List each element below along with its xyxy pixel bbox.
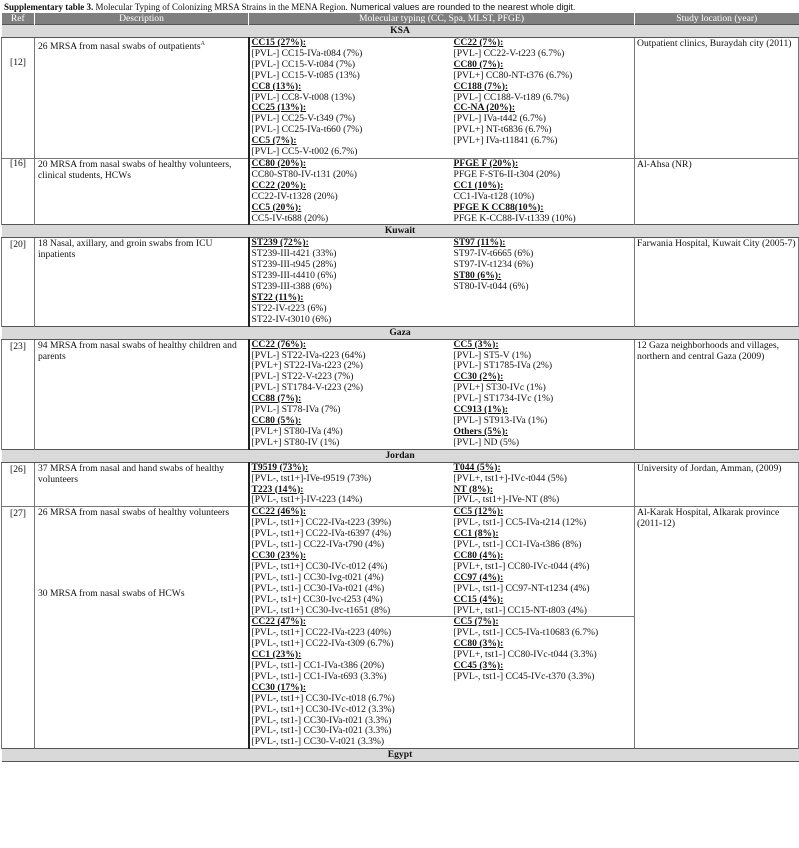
description-cell xyxy=(35,507,249,749)
header-location: Study location (year) xyxy=(635,13,799,25)
typing-entry: [PVL-] ND (5%) xyxy=(453,436,520,448)
typing-entry: ST239-III-t4410 (6%) xyxy=(251,270,337,282)
description-text: 26 MRSA from nasal swabs of healthy volunteers xyxy=(38,507,230,519)
typing-entry: [PVL-, tst1-] CC1-IVa-t693 (3.3%) xyxy=(251,670,387,682)
description-cell xyxy=(35,38,249,159)
typing-entry: [PVL-, tst1+]-IVe-NT (8%) xyxy=(453,494,560,506)
typing-entry: [PVL-] ST5-V (1%) xyxy=(453,349,532,361)
table-row xyxy=(2,238,799,326)
footnote-marker: A xyxy=(200,41,205,47)
region-label: Jordan xyxy=(2,449,799,462)
typing-entry: [PVL-, tst1+] CC22-IVa-t6397 (4%) xyxy=(251,528,392,540)
typing-entry: [PVL-, tst1+]-IV-t223 (14%) xyxy=(251,494,363,506)
typing-entry: [PVL-, tst1-] CC1-IVa-t386 (8%) xyxy=(453,539,582,551)
typing-block xyxy=(252,507,450,616)
typing-group-heading: CC97 (4%): xyxy=(453,571,504,583)
typing-cell xyxy=(452,462,635,507)
ref-cell: [16] xyxy=(2,158,35,224)
typing-entry: [PVL+] ST80-IVa (4%) xyxy=(251,425,343,437)
caption-label: Supplementary table 3. xyxy=(4,2,94,12)
caption-note: Numerical values are rounded to the nearest whole digit. xyxy=(347,2,576,12)
description-cell: 94 MRSA from nasal swabs of healthy children and parents xyxy=(35,339,249,449)
typing-cell xyxy=(249,158,452,224)
typing-entry: [PVL+] NT-t6836 (6.7%) xyxy=(453,124,552,136)
region-label: Kuwait xyxy=(2,225,799,238)
caption-title: Molecular Typing of Colonizing MRSA Strains in the MENA Region. xyxy=(93,2,348,12)
typing-group-heading: CC45 (3%): xyxy=(453,660,504,672)
typing-entry: [PVL-, tst1-] CC1-IVa-t386 (20%) xyxy=(251,660,385,672)
typing-group-heading: CC1 (10%): xyxy=(453,179,504,191)
typing-entry: [PVL-] ST1784-V-t223 (2%) xyxy=(251,382,364,394)
typing-group-heading: CC1 (23%): xyxy=(251,649,302,661)
typing-cell xyxy=(452,38,635,159)
typing-cell xyxy=(249,238,452,326)
typing-entry: [PVL-, tst1+]-IVe-t9519 (73%) xyxy=(251,472,372,484)
region-label: KSA xyxy=(2,25,799,38)
ref-cell: [23] xyxy=(2,339,35,449)
region-row-gaza xyxy=(2,326,799,339)
typing-entry: [PVL-] CC25-IVa-t660 (7%) xyxy=(251,124,363,136)
typing-entry: [PVL-] CC188-V-t189 (6.7%) xyxy=(453,91,570,103)
typing-group-heading: ST239 (72%): xyxy=(251,237,309,249)
typing-entry: CC1-IVa-t128 (10%) xyxy=(453,190,535,202)
typing-entry: CC80-ST80-IV-t131 (20%) xyxy=(251,168,357,180)
location-cell: Outpatient clinics, Buraydah city (2011) xyxy=(635,38,799,159)
typing-entry: [PVL-] CC25-V-t349 (7%) xyxy=(251,113,356,125)
description-cell: 18 Nasal, axillary, and groin swabs from ICU inpatients xyxy=(35,238,249,326)
typing-entry: ST239-III-t388 (6%) xyxy=(251,281,332,293)
typing-entry: [PVL-, tst1+] CC30-IVc-t012 (3.3%) xyxy=(251,703,395,715)
typing-entry: [PVL+, tst1-] CC15-NT-t803 (4%) xyxy=(453,604,587,616)
typing-group-heading: Others (5%): xyxy=(453,425,509,437)
typing-entry: [PVL+] ST80-IV (1%) xyxy=(251,436,340,448)
typing-group-heading: NT (8%): xyxy=(453,483,494,495)
region-row-jordan xyxy=(2,449,799,462)
location-cell: Al-Karak Hospital, Alkarak province (2011-12) xyxy=(635,507,799,749)
typing-group-heading: CC25 (13%): xyxy=(251,102,307,114)
typing-entry: [PVL-, tst1-] CC30-Ivg-t021 (4%) xyxy=(251,571,384,583)
typing-entry: [PVL-] ST22-V-t223 (7%) xyxy=(251,371,354,383)
typing-entry: [PVL+] CC80-NT-t376 (6.7%) xyxy=(453,69,573,81)
typing-entry: [PVL+, tst1+]-IVc-t044 (5%) xyxy=(453,472,567,484)
description-text-hcw: 30 MRSA from nasal swabs of HCWs xyxy=(38,588,185,600)
typing-entry: PFGE K-CC88-IV-t1339 (10%) xyxy=(453,212,576,224)
typing-group-heading: ST80 (6%): xyxy=(453,270,502,282)
ref-cell: [26] xyxy=(2,462,35,507)
typing-entry: [PVL-, tst1+] CC30-IVc-t018 (6.7%) xyxy=(251,692,395,704)
typing-entry: [PVL-, tst1+] CC22-IVa-t309 (6.7%) xyxy=(251,638,394,650)
typing-cell xyxy=(249,462,452,507)
typing-group-heading: ST22 (11%): xyxy=(251,291,304,303)
typing-entry: [PVL-, tst1+] CC22-IVa-t223 (39%) xyxy=(251,517,392,529)
typing-entry: [PVL+, tst1-] CC80-IVc-t044 (4%) xyxy=(453,560,590,572)
typing-entry: [PVL+] ST30-IVc (1%) xyxy=(453,382,546,394)
typing-entry: [PVL-, tst1-] CC5-IVa-t214 (12%) xyxy=(453,517,587,529)
typing-entry: ST239-III-t421 (33%) xyxy=(251,248,337,260)
typing-cell xyxy=(249,38,452,159)
typing-entry: [PVL-] ST1785-IVa (2%) xyxy=(453,360,553,372)
typing-group-heading: ST97 (11%): xyxy=(453,237,506,249)
typing-table xyxy=(1,13,799,762)
typing-group-heading: CC5 (7%): xyxy=(251,135,297,147)
table-row xyxy=(2,38,799,159)
typing-group-heading: CC5 (20%): xyxy=(251,201,302,213)
typing-entry: [PVL-] CC8-V-t008 (13%) xyxy=(251,91,356,103)
ref-cell: [12] xyxy=(2,38,35,159)
region-label: Gaza xyxy=(2,326,799,339)
typing-group-heading: CC80 (3%): xyxy=(453,638,504,650)
typing-entry: [PVL-] IVa-t442 (6.7%) xyxy=(453,113,546,125)
typing-entry: ST97-IV-t6665 (6%) xyxy=(453,248,534,260)
description-cell: 37 MRSA from nasal and hand swabs of healthy volunteers xyxy=(35,462,249,507)
typing-group-heading: T223 (14%): xyxy=(251,483,304,495)
typing-entry: ST97-IV-t1234 (6%) xyxy=(453,259,534,271)
typing-group-heading: CC30 (2%): xyxy=(453,371,504,383)
typing-entry: CC22-IV-t1328 (20%) xyxy=(251,190,338,202)
typing-group-heading: PFGE F (20%): xyxy=(453,157,519,169)
typing-group-heading: CC80 (20%): xyxy=(251,157,307,169)
typing-entry: [PVL-, tst1-] CC45-IVc-t370 (3.3%) xyxy=(453,670,595,682)
header-row xyxy=(2,13,799,25)
region-label: Egypt xyxy=(2,749,799,762)
ref-cell: [20] xyxy=(2,238,35,326)
typing-cell xyxy=(249,339,452,449)
typing-entry: [PVL-] ST913-IVa (1%) xyxy=(453,415,548,426)
typing-entry: [PVL+, tst1-] CC80-IVc-t044 (3.3%) xyxy=(453,649,597,661)
typing-entry: [PVL-, tst1+] CC30-Ivc-t1651 (8%) xyxy=(251,604,391,616)
region-row-egypt xyxy=(2,749,799,762)
typing-entry: [PVL-] CC22-V-t223 (6.7%) xyxy=(453,47,565,59)
typing-entry: [PVL-] CC15-IVa-t084 (7%) xyxy=(251,47,363,59)
typing-entry: [PVL-, ts1+] CC30-Ivc-t253 (4%) xyxy=(251,593,383,605)
header-molecular-typing: Molecular typing (CC, Spa, MLST, PFGE) xyxy=(249,13,635,25)
table-row xyxy=(2,462,799,507)
typing-group-heading: PFGE K CC88(10%): xyxy=(453,201,544,213)
typing-group-heading: CC8 (13%): xyxy=(251,80,302,92)
typing-entry: [PVL+] ST22-IVa-t223 (2%) xyxy=(251,360,363,372)
typing-group-heading: CC-NA (20%): xyxy=(453,102,516,114)
typing-group-heading: CC5 (3%): xyxy=(453,338,499,350)
typing-group-heading: CC80 (4%): xyxy=(453,549,504,561)
typing-entry: [PVL-] ST22-IVa-t223 (64%) xyxy=(251,349,366,361)
typing-block xyxy=(454,507,633,616)
typing-entry: ST22-IV-t223 (6%) xyxy=(251,302,327,314)
typing-entry: CC5-IV-t688 (20%) xyxy=(251,212,329,224)
typing-group-heading: CC913 (1%): xyxy=(453,404,509,416)
typing-entry: PFGE F-ST6-II-t304 (20%) xyxy=(453,168,561,180)
typing-cell xyxy=(452,507,635,749)
typing-block-hcw xyxy=(250,616,452,748)
typing-entry: [PVL-, tst1-] CC30-V-t021 (3.3%) xyxy=(251,736,385,748)
typing-group-heading: CC5 (12%): xyxy=(453,506,504,518)
description-text: 26 MRSA from nasal swabs of outpatients xyxy=(38,41,201,53)
typing-entry: [PVL-] ST78-IVa (7%) xyxy=(251,404,341,416)
header-description: Description xyxy=(35,13,249,25)
typing-cell xyxy=(452,238,635,326)
typing-cell xyxy=(249,507,452,749)
typing-group-heading: CC15 (4%): xyxy=(453,593,504,605)
typing-cell xyxy=(452,339,635,449)
region-row-ksa xyxy=(2,25,799,38)
typing-group-heading: CC15 (27%): xyxy=(251,37,307,48)
typing-entry: [PVL-, tst1-] CC22-IVa-t790 (4%) xyxy=(251,539,385,551)
typing-cell xyxy=(452,158,635,224)
typing-group-heading: CC22 (46%): xyxy=(251,506,307,518)
typing-entry: [PVL-, tst1-] CC5-IVa-t10683 (6.7%) xyxy=(453,627,599,639)
ref-cell: [27] xyxy=(2,507,35,749)
typing-group-heading: CC188 (7%): xyxy=(453,80,509,92)
typing-group-heading: CC30 (17%): xyxy=(251,681,307,693)
typing-group-heading: CC88 (7%): xyxy=(251,393,302,405)
description-cell: 20 MRSA from nasal swabs of healthy volunteers, clinical students, HCWs xyxy=(35,158,249,224)
typing-block-hcw xyxy=(452,616,635,682)
table-row xyxy=(2,339,799,449)
typing-entry: ST80-IV-t044 (6%) xyxy=(453,281,529,293)
typing-entry: [PVL-, tst1-] CC30-IVa-t021 (3.3%) xyxy=(251,714,392,726)
typing-group-heading: CC22 (47%): xyxy=(251,616,307,628)
typing-entry: [PVL-, tst1+] CC22-IVa-t223 (40%) xyxy=(251,627,392,639)
table-row xyxy=(2,158,799,224)
typing-group-heading: T044 (5%): xyxy=(453,461,501,473)
typing-group-heading: T9519 (73%): xyxy=(251,461,309,473)
typing-group-heading: CC22 (76%): xyxy=(251,338,307,350)
typing-entry: ST22-IV-t3010 (6%) xyxy=(251,313,332,325)
typing-entry: [PVL-, tst1-] CC30-IVa-t021 (4%) xyxy=(251,582,385,594)
typing-group-heading: CC80 (5%): xyxy=(251,415,302,426)
location-cell: Farwania Hospital, Kuwait City (2005-7) xyxy=(635,238,799,326)
location-cell: Al-Ahsa (NR) xyxy=(635,158,799,224)
typing-entry: ST239-III-t945 (28%) xyxy=(251,259,337,271)
typing-entry: [PVL-] ST1734-IVc (1%) xyxy=(453,393,554,405)
typing-entry: [PVL-] CC5-V-t002 (6.7%) xyxy=(251,146,358,158)
typing-group-heading: CC22 (7%): xyxy=(453,37,504,48)
location-cell: University of Jordan, Amman, (2009) xyxy=(635,462,799,507)
location-cell: 12 Gaza neighborhoods and villages, northern and central Gaza (2009) xyxy=(635,339,799,449)
typing-entry: [PVL-, tst1+] CC30-IVc-t012 (4%) xyxy=(251,560,388,572)
typing-entry: [PVL-] CC15-V-t084 (7%) xyxy=(251,58,356,70)
typing-group-heading: CC5 (7%): xyxy=(453,616,499,628)
typing-group-heading: CC1 (8%): xyxy=(453,528,499,540)
table-caption xyxy=(4,2,796,12)
typing-group-heading: CC80 (7%): xyxy=(453,58,504,70)
table-row xyxy=(2,507,799,749)
typing-entry: [PVL+] IVa-t11841 (6.7%) xyxy=(453,135,558,147)
region-row-kuwait xyxy=(2,225,799,238)
typing-entry: [PVL-, tst1-] CC30-IVa-t021 (3.3%) xyxy=(251,725,392,737)
typing-group-heading: CC30 (23%): xyxy=(251,549,307,561)
typing-entry: [PVL-] CC15-V-t085 (13%) xyxy=(251,69,360,81)
typing-entry: [PVL-, tst1-] CC97-NT-t1234 (4%) xyxy=(453,582,590,594)
header-ref: Ref xyxy=(2,13,35,25)
typing-group-heading: CC22 (20%): xyxy=(251,179,307,191)
